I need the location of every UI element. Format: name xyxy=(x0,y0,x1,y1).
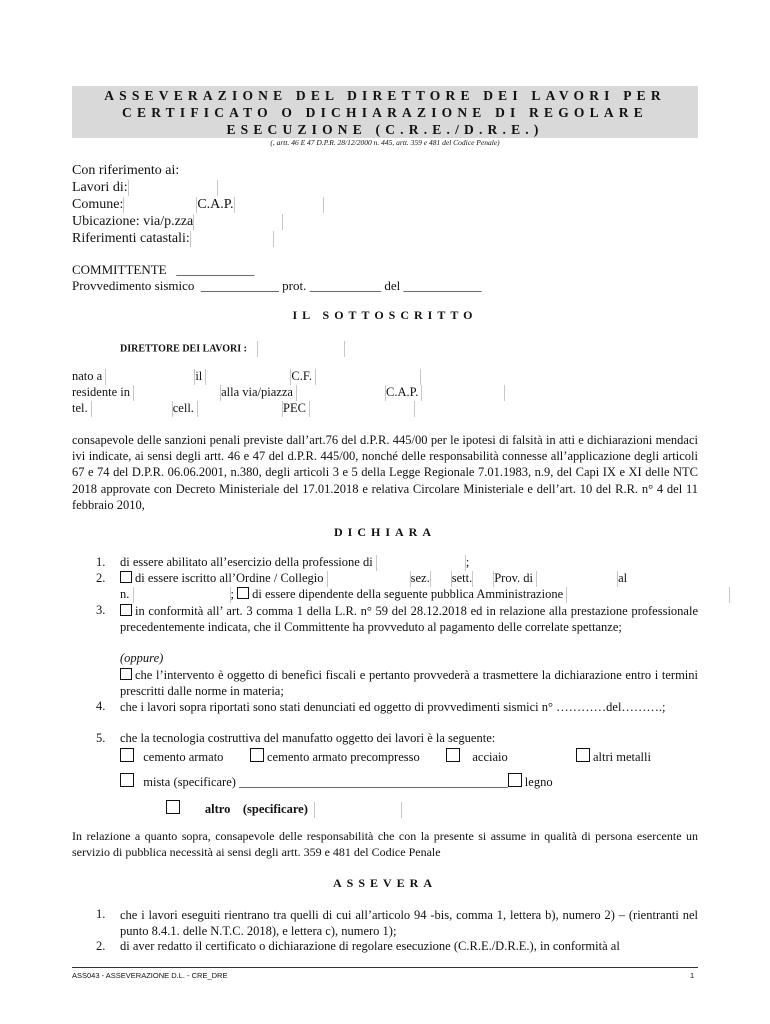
committente-label: COMMITTENTE xyxy=(72,262,167,277)
via-input[interactable] xyxy=(296,385,386,401)
sez-input[interactable] xyxy=(430,571,452,587)
dichiara-item-4: che i lavori sopra riportati sono stati denunciati ed oggetto di provvedimenti sismici n° …………del……….; xyxy=(120,700,666,714)
acciaio-label: acciaio xyxy=(472,750,508,764)
via-label: alla via/piazza xyxy=(221,385,293,399)
dichiara-item-2b xyxy=(120,587,730,603)
cell-label: cell. xyxy=(172,401,194,415)
professione-input[interactable] xyxy=(376,555,466,571)
cemento-armato-checkbox[interactable] xyxy=(120,748,134,762)
committente-row xyxy=(72,262,254,278)
altro-label: altro xyxy=(204,802,231,816)
n-label: n. xyxy=(120,587,130,601)
cell-input[interactable] xyxy=(197,401,283,417)
catastali-row xyxy=(72,231,274,247)
conformita-checkbox[interactable] xyxy=(120,604,132,616)
sez-label: sez. xyxy=(410,571,430,585)
assevera-item-2: di aver redatto il certificato o dichiarazione di regolare esecuzione (C.R.E./D.R.E.), in conformità al xyxy=(120,939,620,953)
relazione-paragraph: In relazione a quanto sopra, consapevole delle responsabilità che con la presente si assume in qualità di persona esercente un servizio di pubblica necessità ai sensi degli artt. 359 e 481 del Codice Penale xyxy=(72,829,698,860)
ubicazione-input[interactable] xyxy=(193,214,283,230)
item-number: 4. xyxy=(96,699,106,713)
amministrazione-input[interactable] xyxy=(566,587,730,603)
direttore-row xyxy=(120,341,345,357)
tel-label: tel. xyxy=(72,401,88,415)
dichiara-item-2a xyxy=(120,571,627,587)
title-line-3: ESECUZIONE (C.R.E./D.R.E.) xyxy=(226,122,544,137)
ordine-checkbox[interactable] xyxy=(120,571,132,583)
dichiara-item-5: che la tecnologia costruttiva del manufatto oggetto dei lavori è la seguente: xyxy=(120,731,496,745)
cap2-label: C.A.P. xyxy=(386,385,419,399)
footer-divider xyxy=(72,967,698,968)
n-input[interactable] xyxy=(133,587,231,603)
precompresso-label: cemento armato precompresso xyxy=(267,750,420,764)
provvedimento-blank[interactable]: ____________ xyxy=(200,278,279,293)
catastali-label: Riferimenti catastali: xyxy=(72,231,190,247)
il-input[interactable] xyxy=(205,369,291,385)
residente-input[interactable] xyxy=(133,385,221,401)
al-label: al xyxy=(618,571,628,585)
title-line-1: ASSEVERAZIONE DEL DIRETTORE DEI LAVORI PER xyxy=(104,88,666,103)
item-number: 2. xyxy=(96,939,106,953)
residente-label: residente in xyxy=(72,385,130,399)
cap-label: C.A.P. xyxy=(197,197,234,213)
opt-cemento-armato[interactable] xyxy=(120,748,223,765)
cemento-armato-label: cemento armato xyxy=(143,750,224,764)
prov-label: Prov. di xyxy=(494,571,533,585)
acciaio-checkbox[interactable] xyxy=(446,748,460,762)
tel-row xyxy=(72,401,415,417)
riferimento-intro: Con riferimento ai: xyxy=(72,163,180,178)
dichiara-item-3b xyxy=(120,667,698,699)
dichiara-item-3 xyxy=(120,603,698,635)
assevera-item-1: che i lavori eseguiti rientrano tra quelli di cui all’articolo 94 -bis, comma 1, lettera b), numero 2) – (rientranti nel punto 8.4.1. delle N.T.C. 2018), e lettera c), numero 1); xyxy=(120,908,698,939)
ubicazione-label: Ubicazione: via/p.zza xyxy=(72,214,194,230)
cf-input[interactable] xyxy=(315,369,421,385)
opt-altri-metalli[interactable] xyxy=(576,748,651,765)
prov-input[interactable] xyxy=(536,571,618,587)
consapevole-paragraph: consapevole delle sanzioni penali previste dall’art.76 del d.P.R. 445/00 per le ipotesi di falsità in atti e dichiarazioni mendaci ivi indicate, ai sensi degli artt. 46 e 47 del d.P.R. 445/00, nonché delle responsabilità connesse all’applicazione degli articoli 67 e 74 del D.P.R. 06.06.2001, n.380, degli articoli 3 e 5 della Legge Regionale 7.01.1983, n.9, del Capi IX e XI delle NTC 2018 approvate con Decreto Ministeriale del 17.01.2018 e relativa Circolare Ministeriale e dell’art. 10 del R.R. n° 4 del 11 febbraio 2010, xyxy=(72,433,698,512)
footer-page-number: 1 xyxy=(690,971,695,980)
tel-input[interactable] xyxy=(91,401,173,417)
item-number: 3. xyxy=(96,603,106,617)
mista-label: mista (specificare) ___________________________________________ xyxy=(143,775,508,789)
direttore-label: DIRETTORE DEI LAVORI : xyxy=(120,343,247,355)
legno-checkbox[interactable] xyxy=(508,773,522,787)
lavori-row xyxy=(72,180,218,196)
dichiara-heading: DICHIARA xyxy=(333,525,436,539)
committente-blank[interactable]: ____________ xyxy=(176,262,255,277)
item3b-text: che l’intervento è oggetto di benefici fiscali e pertanto provvederà a trasmettere la dichiarazione entro i termini prescritti dalle norme in materia; xyxy=(120,668,698,699)
opt-mista[interactable] xyxy=(120,773,553,790)
altro-input[interactable] xyxy=(314,802,402,818)
cf-label: C.F. xyxy=(291,369,312,383)
item-number: 5. xyxy=(96,731,106,745)
assevera-heading: ASSEVERA xyxy=(332,876,438,890)
nato-label: nato a xyxy=(72,369,103,383)
item-number: 1. xyxy=(96,555,106,569)
altro-checkbox[interactable] xyxy=(166,800,180,814)
direttore-input[interactable] xyxy=(257,341,345,357)
oppure-label: (oppure) xyxy=(120,651,164,665)
benefici-checkbox[interactable] xyxy=(120,668,132,680)
sett-label: sett. xyxy=(451,571,473,585)
lavori-label: Lavori di: xyxy=(72,180,128,196)
precompresso-checkbox[interactable] xyxy=(250,748,264,762)
mista-checkbox[interactable] xyxy=(120,773,134,787)
residente-row xyxy=(72,385,505,401)
lavori-input[interactable] xyxy=(128,180,218,196)
item2b-text: di essere dipendente della seguente pubblica Amministrazione xyxy=(252,587,564,601)
item-number: 1. xyxy=(96,907,106,921)
item2-sep: ; xyxy=(230,587,234,601)
legno-label: legno xyxy=(524,775,553,789)
dichiara-item-1 xyxy=(120,555,469,571)
prot-field[interactable]: prot. ___________ xyxy=(282,278,382,293)
sett-input[interactable] xyxy=(472,571,494,587)
provvedimento-row xyxy=(72,278,482,294)
opt-cemento-precompresso[interactable] xyxy=(250,748,420,765)
item1-end: ; xyxy=(465,555,470,569)
nato-row xyxy=(72,369,421,385)
sottoscritto-heading: IL SOTTOSCRITTO xyxy=(292,308,478,322)
altro-spec-label: (specificare) xyxy=(242,802,308,816)
nato-input[interactable] xyxy=(105,369,195,385)
opt-altro[interactable] xyxy=(166,800,402,818)
altri-metalli-checkbox[interactable] xyxy=(576,748,590,762)
title-line-2: CERTIFICATO O DICHIARAZIONE DI REGOLARE xyxy=(122,105,648,120)
cap2-input[interactable] xyxy=(421,385,505,401)
pec-input[interactable] xyxy=(309,401,415,417)
dipendente-checkbox[interactable] xyxy=(237,587,249,599)
opt-acciaio[interactable] xyxy=(446,748,508,765)
ordine-input[interactable] xyxy=(327,571,411,587)
comune-input[interactable] xyxy=(123,197,197,213)
comune-label: Comune: xyxy=(72,197,124,213)
il-label: il xyxy=(195,369,203,383)
cap-input[interactable] xyxy=(234,197,324,213)
title-subtitle: (, artt. 46 E 47 D.P.R. 28/12/2000 n. 445, artt. 359 e 481 del Codice Penale) xyxy=(270,138,500,147)
catastali-input[interactable] xyxy=(190,231,274,247)
item-number: 2. xyxy=(96,571,106,585)
item2a-text: di essere iscritto all’Ordine / Collegio xyxy=(135,571,324,585)
ubicazione-row xyxy=(72,214,283,230)
pec-label: PEC xyxy=(283,401,306,415)
provvedimento-label: Provvedimento sismico xyxy=(72,278,195,293)
del-field[interactable]: del ____________ xyxy=(384,278,482,293)
footer-code: ASS043 - ASSEVERAZIONE D.L. - CRE_DRE xyxy=(72,971,228,980)
item1-text: di essere abilitato all’esercizio della professione di xyxy=(120,555,373,569)
altri-metalli-label: altri metalli xyxy=(593,750,651,764)
comune-row xyxy=(72,197,324,213)
item3-text: in conformità all’ art. 3 comma 1 della L.R. n° 59 del 28.12.2018 ed in relazione alla prestazione professionale precedentemente indicata, che il Committente ha provveduto al pagamento delle correlate spettanze; xyxy=(120,604,698,635)
